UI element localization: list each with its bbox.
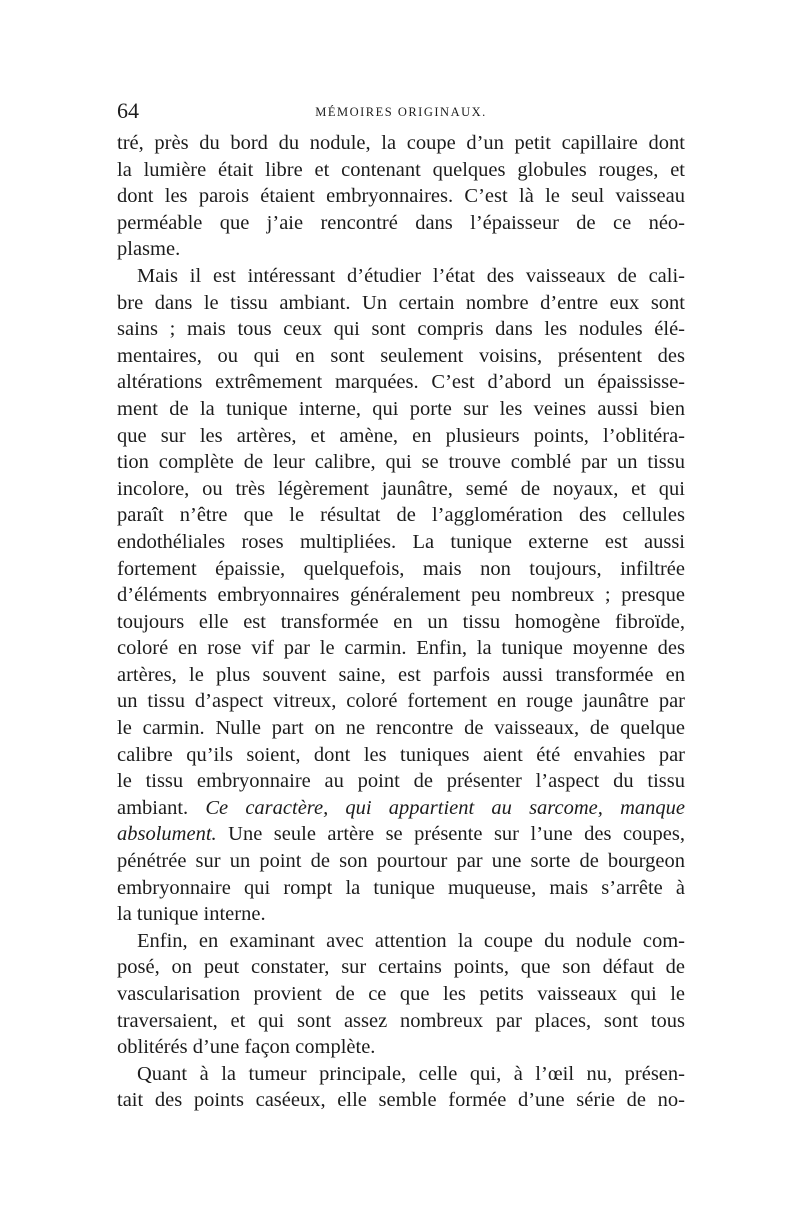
line-start: ambiant. — [117, 796, 189, 819]
text-line: d’éléments embryonnaires généralement peu nombreux ; presque — [117, 584, 685, 607]
text-line: Enfin, en examinant avec attention la coupe du nodule com- — [137, 929, 685, 952]
text-line: artères, le plus souvent saine, est parfois aussi transformée en — [117, 663, 685, 686]
text-line: sains ; mais tous ceux qui sont compris dans les nodules élé- — [117, 318, 685, 341]
text-line: embryonnaire qui rompt la tunique muqueuse, mais s’arrête à — [117, 876, 685, 899]
text-line: tion complète de leur calibre, qui se trouve comblé par un tissu — [117, 451, 685, 474]
text-line: le carmin. Nulle part on ne rencontre de vaisseaux, de quelque — [117, 717, 685, 740]
text-line: un tissu d’aspect vitreux, coloré fortement en rouge jaunâtre par — [117, 690, 685, 713]
text-line: Quant à la tumeur principale, celle qui, à l’œil nu, présen- — [137, 1062, 685, 1085]
text-line-mixed — [117, 821, 685, 848]
text-line: pénétrée sur un point de son pourtour par une sorte de bourgeon — [117, 850, 685, 873]
text-line: la tunique interne. — [117, 903, 266, 926]
text-line: endothéliales roses multipliées. La tunique externe est aussi — [117, 530, 685, 553]
text-line: tait des points caséeux, elle semble formée d’une série de no- — [117, 1089, 685, 1112]
text-line: ment de la tunique interne, qui porte sur les veines aussi bien — [117, 397, 685, 420]
text-line: la lumière était libre et contenant quelques globules rouges, et — [117, 158, 685, 181]
text-line: tré, près du bord du nodule, la coupe d’un petit capillaire dont — [117, 132, 685, 154]
text-line-mixed — [117, 795, 685, 822]
page-header — [117, 98, 685, 128]
text-line: coloré en rose vif par le carmin. Enfin, la tunique moyenne des — [117, 637, 685, 660]
text-line: dont les parois étaient embryonnaires. C’est là le seul vaisseau — [117, 185, 685, 208]
text-line: que sur les artères, et amène, en plusieurs points, l’oblitéra- — [117, 424, 685, 447]
text-line: vascularisation provient de ce que les petits vaisseaux qui le — [117, 983, 685, 1005]
running-head: MÉMOIRES ORIGINAUX. — [315, 105, 487, 119]
text-line: perméable que j’aie rencontré dans l’épaisseur de ce néo- — [117, 211, 685, 234]
text-line: plasme. — [117, 238, 181, 261]
italic-text: absolument. — [117, 823, 217, 846]
text-line: Mais il est intéressant d’étudier l’état des vaisseaux de cali- — [137, 264, 685, 287]
text-line: bre dans le tissu ambiant. Un certain nombre d’entre eux sont — [117, 291, 685, 314]
text-line: calibre qu’ils soient, dont les tuniques aient été envahies par — [117, 743, 685, 766]
text-line: posé, on peut constater, sur certains points, que son défaut de — [117, 956, 685, 979]
page-number: 64 — [117, 98, 139, 123]
text-line: paraît n’être que le résultat de l’agglomération des cellules — [117, 504, 685, 527]
text-line: fortement épaissie, quelquefois, mais non toujours, infiltrée — [117, 557, 685, 580]
body-text — [117, 130, 685, 1114]
text-line: le tissu embryonnaire au point de présenter l’aspect du tissu — [117, 770, 685, 793]
line-rest: Une seule artère se présente sur l’une des coupes, — [228, 823, 685, 846]
text-line: incolore, ou très légèrement jaunâtre, semé de noyaux, et qui — [117, 477, 685, 500]
italic-text: Ce caractère, qui appartient au sarcome, manque — [205, 796, 685, 819]
text-line: oblitérés d’une façon complète. — [117, 1036, 376, 1059]
text-line: traversaient, et qui sont assez nombreux par places, sont tous — [117, 1009, 685, 1032]
text-line: altérations extrêmement marquées. C’est d’abord un épaississe- — [117, 371, 685, 394]
text-line: toujours elle est transformée en un tissu homogène fibroïde, — [117, 610, 685, 633]
text-line: mentaires, ou qui en sont seulement voisins, présentent des — [117, 344, 685, 367]
